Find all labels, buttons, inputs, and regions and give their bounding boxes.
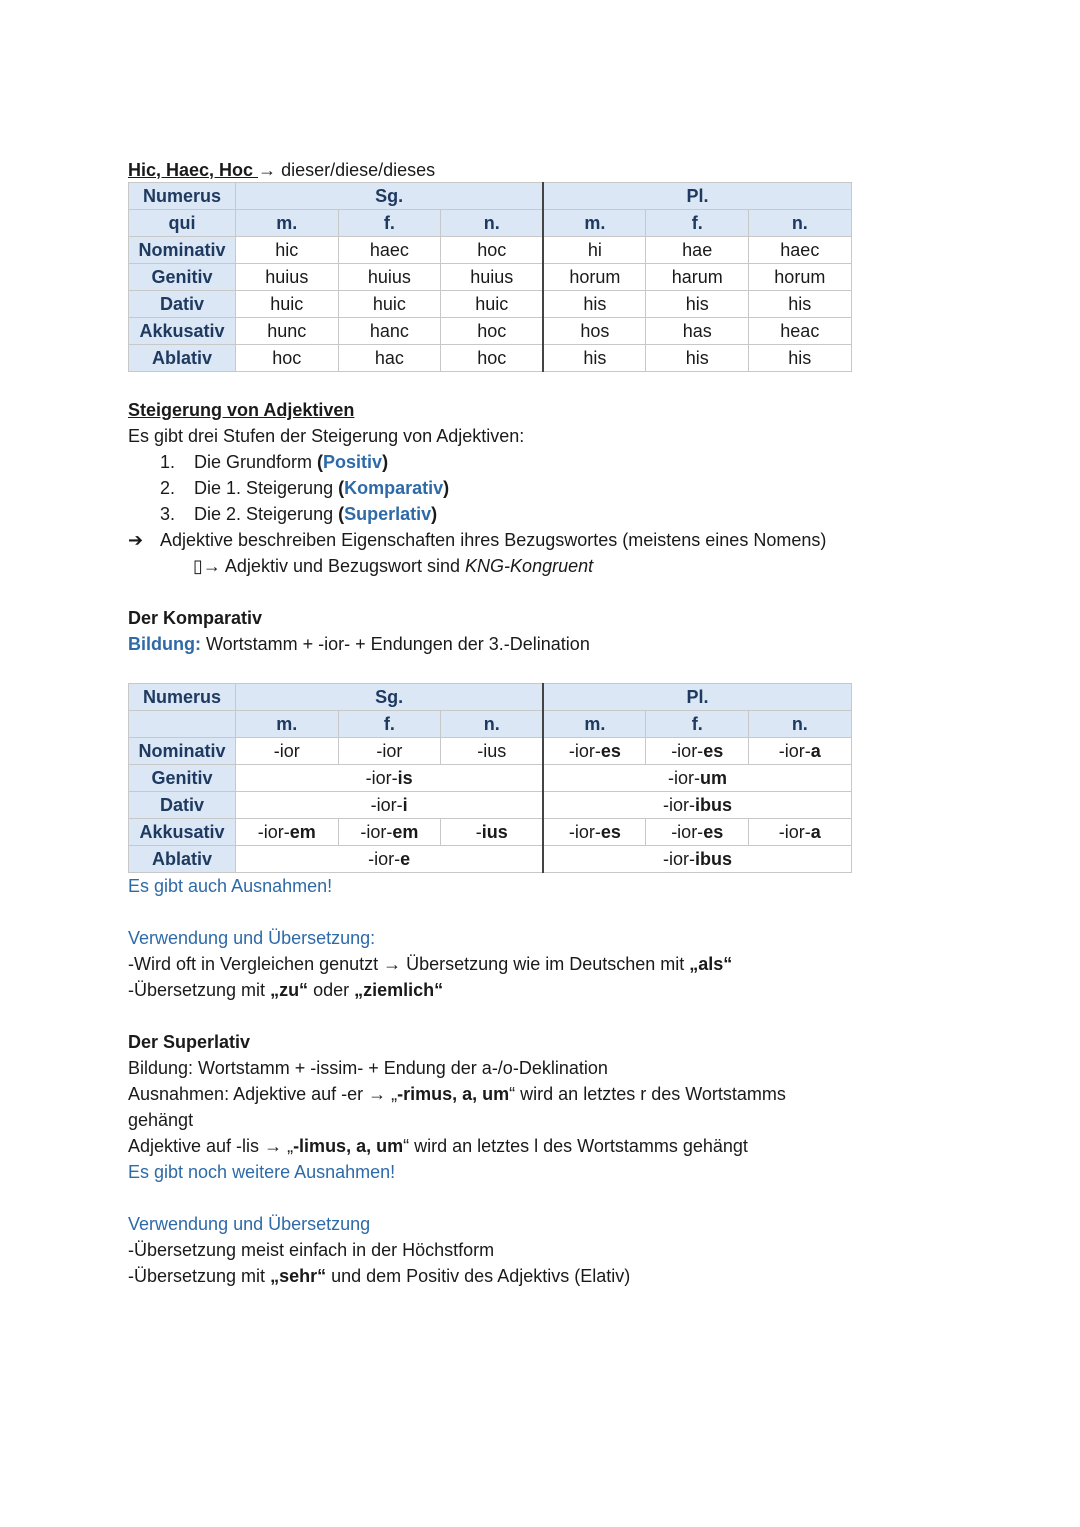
table-cell: his (543, 291, 646, 318)
usage-text: -Übersetzung mit (128, 980, 271, 1000)
ending: es (600, 822, 621, 842)
table-cell: hos (543, 318, 646, 345)
table-cell (236, 792, 544, 819)
gender-header: m. (543, 711, 646, 738)
term-label: Komparativ (344, 478, 444, 498)
ending-term: -limus, a, um (293, 1136, 404, 1156)
table-cell: huic (338, 291, 441, 318)
ending: ibus (694, 849, 732, 869)
stem: -ior- (568, 822, 601, 842)
lis-text: “ wird an letztes l des Wortstamms gehängt (403, 1136, 748, 1156)
gender-header: n. (441, 210, 544, 237)
term-label: Positiv (323, 452, 383, 472)
usage-term: „ziemlich“ (354, 980, 444, 1000)
gender-header: n. (749, 210, 852, 237)
ending: ibus (694, 795, 732, 815)
list-number: 3. (160, 504, 176, 524)
ending: i (402, 795, 408, 815)
stem: -ior- (778, 741, 811, 761)
stem: -ior- (667, 768, 700, 788)
table-subcorner: qui (129, 210, 236, 237)
table-row (129, 237, 852, 264)
table-cell: horum (749, 264, 852, 291)
table-row (129, 291, 852, 318)
gender-header: n. (441, 711, 544, 738)
note-text: Adjektive beschreiben Eigenschaften ihres Bezugswortes (meistens eines Nomens) (160, 530, 827, 550)
steigerung-heading: Steigerung von Adjektiven (128, 400, 355, 420)
usage-term: „sehr“ (270, 1266, 327, 1286)
table-cell: -ius (441, 738, 544, 765)
list-item (160, 449, 449, 475)
table-cell: hoc (441, 237, 544, 264)
table-cell (543, 792, 851, 819)
plural-header: Pl. (543, 183, 851, 210)
gender-header: f. (338, 210, 441, 237)
stem: -ior- (778, 822, 811, 842)
komparativ-heading: Der Komparativ (128, 608, 263, 628)
ending: em (392, 822, 419, 842)
superlativ-heading: Der Superlativ (128, 1032, 251, 1052)
table-cell: hi (543, 237, 646, 264)
ending: um (699, 768, 727, 788)
paren-close: ) (431, 504, 438, 524)
stem: -ior- (370, 795, 403, 815)
list-number: 2. (160, 478, 176, 498)
table-cell: huius (236, 264, 339, 291)
table-corner: Numerus (129, 183, 236, 210)
table-cell: hunc (236, 318, 339, 345)
table-cell: huius (441, 264, 544, 291)
ending: e (400, 849, 411, 869)
table-cell (543, 765, 851, 792)
table-cell: has (646, 318, 749, 345)
table-row (129, 264, 852, 291)
komparativ-usage-title: Verwendung und Übersetzung: (128, 928, 376, 948)
table-cell: haec (338, 237, 441, 264)
gender-header: m. (543, 210, 646, 237)
table-cell (236, 819, 339, 846)
ending: es (703, 822, 724, 842)
table-cell: huius (338, 264, 441, 291)
table-cell (543, 846, 851, 873)
table-cell (646, 819, 749, 846)
stem: -ior- (662, 849, 695, 869)
paren-close: ) (443, 478, 450, 498)
lis-text: Adjektive auf -lis (128, 1136, 265, 1156)
stem: -ior- (568, 741, 601, 761)
paren-open: ( (317, 452, 324, 472)
table-cell: haec (749, 237, 852, 264)
table-cell: hic (236, 237, 339, 264)
komparativ-usage-2 (128, 977, 443, 1003)
stem: -ior- (671, 741, 704, 761)
table-row (129, 819, 852, 846)
case-label: Genitiv (129, 264, 236, 291)
table-row (129, 738, 852, 765)
komparativ-exceptions: Es gibt auch Ausnahmen! (128, 876, 333, 896)
arrow-right-icon: → (383, 954, 402, 974)
table-row (129, 846, 852, 873)
table-cell: horum (543, 264, 646, 291)
table-row (129, 345, 852, 372)
komparativ-bildung (128, 631, 590, 657)
ending: es (703, 741, 724, 761)
case-label: Akkusativ (129, 318, 236, 345)
table-cell: -ior (236, 738, 339, 765)
ausnahme-text: Ausnahmen: Adjektive auf -er (128, 1084, 369, 1104)
ending-term: -rimus, a, um (397, 1084, 510, 1104)
bildung-text: Wortstamm + -ior- + Endungen der 3.-Delination (200, 634, 590, 654)
table-cell: hae (646, 237, 749, 264)
section-title: Hic, Haec, Hoc (128, 160, 259, 180)
stem: -ior- (671, 822, 704, 842)
section-subtitle: dieser/diese/dieses (276, 160, 436, 180)
term-label: Superlativ (344, 504, 432, 524)
table-cell: heac (749, 318, 852, 345)
arrow-right-icon: → (368, 1084, 387, 1104)
superlativ-more-exceptions: Es gibt noch weitere Ausnahmen! (128, 1162, 396, 1182)
superlativ-lis (128, 1133, 748, 1159)
kng-text: Adjektiv und Bezugswort sind (220, 556, 466, 576)
bold-arrow-icon: ➔ (128, 530, 144, 550)
gender-header: f. (646, 711, 749, 738)
arrow-right-icon: → (258, 160, 277, 180)
superlativ-ausnahme (128, 1081, 786, 1107)
case-label: Nominativ (129, 738, 236, 765)
usage-term: „zu“ (270, 980, 309, 1000)
table-cell: hoc (236, 345, 339, 372)
table-cell (236, 846, 544, 873)
table-cell: huic (236, 291, 339, 318)
quote-open: „ (386, 1084, 398, 1104)
superlativ-usage-title: Verwendung und Übersetzung (128, 1214, 371, 1234)
singular-header: Sg. (236, 684, 544, 711)
superlativ-bildung: Bildung: Wortstamm + -issim- + Endung der a-/o-Deklination (128, 1058, 608, 1078)
usage-text: und dem Positiv des Adjektivs (Elativ) (326, 1266, 631, 1286)
table-cell (543, 819, 646, 846)
quote-open: „ (282, 1136, 294, 1156)
ending: a (810, 741, 821, 761)
paren-open: ( (338, 478, 345, 498)
usage-term: „als“ (689, 954, 733, 974)
stem: -ior- (360, 822, 393, 842)
table-row (129, 765, 852, 792)
ending: a (810, 822, 821, 842)
gender-header: f. (646, 210, 749, 237)
singular-header: Sg. (236, 183, 544, 210)
gender-header: m. (236, 711, 339, 738)
list-number: 1. (160, 452, 176, 472)
case-label: Ablativ (129, 345, 236, 372)
stem: - (475, 822, 482, 842)
case-label: Akkusativ (129, 819, 236, 846)
case-label: Dativ (129, 291, 236, 318)
usage-text: -Übersetzung mit (128, 1266, 271, 1286)
arrow-right-icon: ▯→ (193, 556, 221, 576)
paren-open: ( (338, 504, 345, 524)
superlativ-ausnahme-cont: gehängt (128, 1110, 194, 1130)
table-corner: Numerus (129, 684, 236, 711)
komparativ-usage-1 (128, 951, 732, 977)
kng-term: KNG-Kongruent (465, 556, 594, 576)
hic-haec-hoc-heading (128, 157, 435, 183)
table-cell: his (646, 291, 749, 318)
stem: -ior- (662, 795, 695, 815)
gender-header: f. (338, 711, 441, 738)
list-text: Die Grundform (194, 452, 318, 472)
stem: -ior- (365, 768, 398, 788)
table-cell (543, 738, 646, 765)
hic-haec-hoc-table (128, 182, 852, 372)
steigerung-list (160, 449, 449, 527)
list-text: Die 1. Steigerung (194, 478, 339, 498)
list-text: Die 2. Steigerung (194, 504, 339, 524)
case-label: Dativ (129, 792, 236, 819)
kng-note (193, 553, 593, 579)
usage-text: -Wird oft in Vergleichen genutzt (128, 954, 384, 974)
table-cell: hac (338, 345, 441, 372)
ending: es (600, 741, 621, 761)
plural-header: Pl. (543, 684, 851, 711)
ending: em (289, 822, 316, 842)
table-cell (749, 819, 852, 846)
paren-close: ) (382, 452, 389, 472)
table-cell (338, 819, 441, 846)
table-cell: huic (441, 291, 544, 318)
gender-header: m. (236, 210, 339, 237)
case-label: Genitiv (129, 765, 236, 792)
table-cell: -ior (338, 738, 441, 765)
steigerung-intro: Es gibt drei Stufen der Steigerung von Adjektiven: (128, 426, 525, 446)
gender-header: n. (749, 711, 852, 738)
table-cell: his (749, 345, 852, 372)
stem: -ior- (257, 822, 290, 842)
usage-text: Übersetzung wie im Deutschen mit (401, 954, 690, 974)
ending: ius (481, 822, 508, 842)
case-label: Nominativ (129, 237, 236, 264)
table-cell (749, 738, 852, 765)
komparativ-table (128, 683, 852, 873)
arrow-right-icon: → (264, 1136, 283, 1156)
ending: is (397, 768, 413, 788)
table-row (129, 318, 852, 345)
bildung-label: Bildung: (128, 634, 201, 654)
table-cell (441, 819, 544, 846)
table-cell (236, 765, 544, 792)
ausnahme-text: “ wird an letztes r des Wortstamms (509, 1084, 786, 1104)
table-cell: hanc (338, 318, 441, 345)
table-row (129, 792, 852, 819)
stem: -ior- (368, 849, 401, 869)
usage-text: oder (308, 980, 355, 1000)
table-cell: his (543, 345, 646, 372)
table-subcorner (129, 711, 236, 738)
table-cell: his (749, 291, 852, 318)
list-item (160, 475, 449, 501)
table-cell: harum (646, 264, 749, 291)
table-cell: hoc (441, 318, 544, 345)
superlativ-usage-2 (128, 1263, 630, 1289)
case-label: Ablativ (129, 846, 236, 873)
table-cell: hoc (441, 345, 544, 372)
table-cell (646, 738, 749, 765)
adjektive-note (128, 527, 826, 553)
table-cell: his (646, 345, 749, 372)
list-item (160, 501, 449, 527)
superlativ-usage-1: -Übersetzung meist einfach in der Höchstform (128, 1240, 495, 1260)
